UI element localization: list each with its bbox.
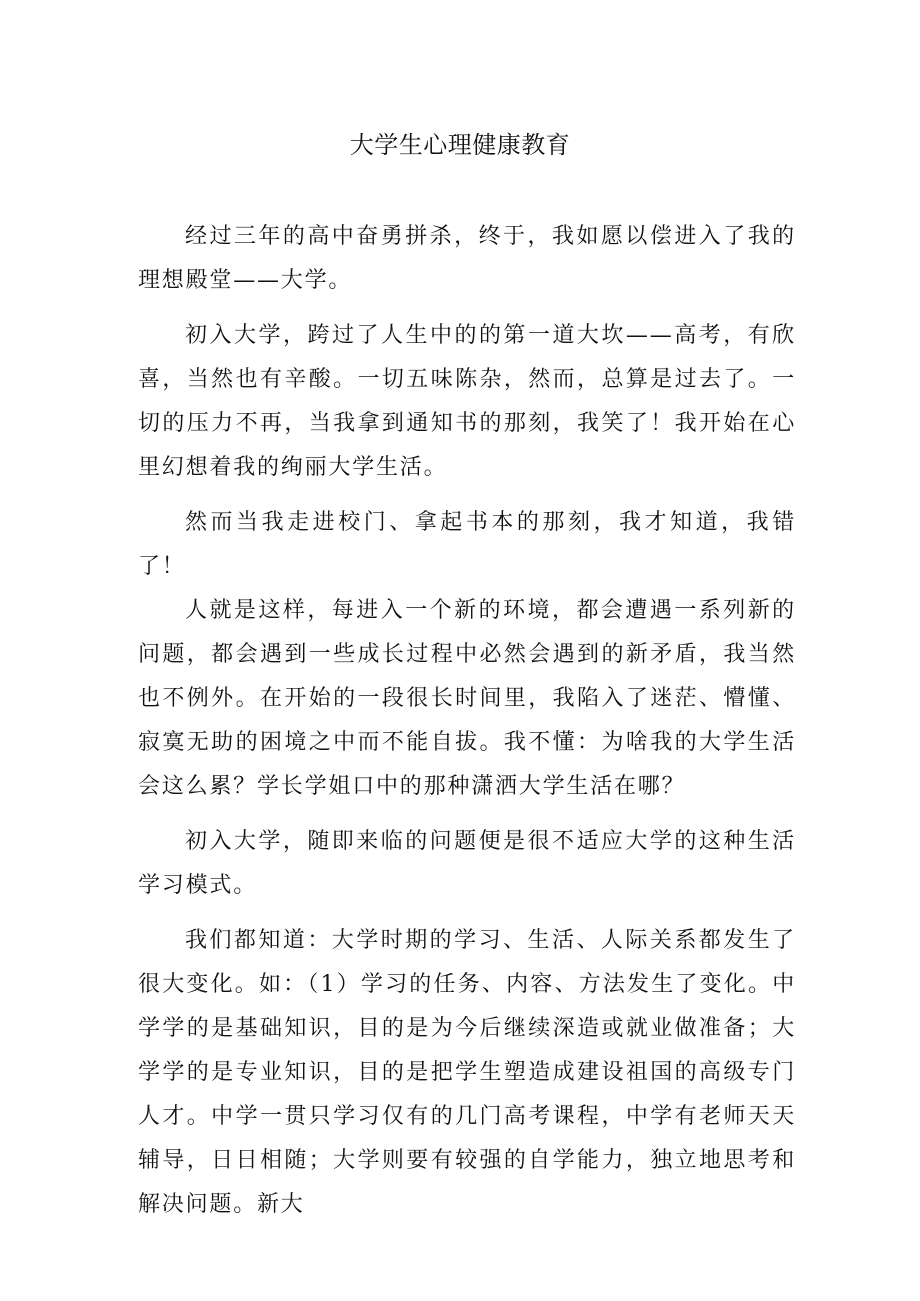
paragraph-3: 然而当我走进校门、拿起书本的那刻，我才知道，我错了！ — [138, 510, 796, 579]
paragraph-2: 初入大学，跨过了人生中的的第一道大坎——高考，有欣喜，当然也有辛酸。一切五味陈杂，然而，总算是过去了。一切的压力不再，当我拿到通知书的那刻，我笑了！我开始在心里幻想着我的绚丽大学生活。 — [138, 323, 796, 480]
document-body — [138, 215, 796, 1227]
paragraph-4: 人就是这样，每进入一个新的环境，都会遭遇一系列新的问题，都会遇到一些成长过程中必然会遇到的新矛盾，我当然也不例外。在开始的一段很长时间里，我陷入了迷茫、懵懂、寂寞无助的困境之中而不能自拔。我不懂：为啥我的大学生活会这么累？学长学姐口中的那种潇洒大学生活在哪？ — [138, 598, 796, 799]
document-title: 大学生心理健康教育 — [349, 131, 571, 159]
paragraph-1: 经过三年的高中奋勇拼杀，终于，我如愿以偿进入了我的理想殿堂——大学。 — [138, 224, 796, 293]
paragraph-6: 我们都知道：大学时期的学习、生活、人际关系都发生了很大变化。如：（1）学习的任务、内容、方法发生了变化。中学学的是基础知识，目的是为今后继续深造或就业做准备；大学学的是专业知识，目的是把学生塑造成建设祖国的高级专门人才。中学一贯只学习仅有的几门高考课程，中学有老师天天辅导，日日相随；大学则要有较强的自学能力，独立地思考和解决问题。新大 — [138, 928, 796, 1217]
paragraph-5: 初入大学，随即来临的问题便是很不适应大学的这种生活学习模式。 — [138, 829, 796, 898]
